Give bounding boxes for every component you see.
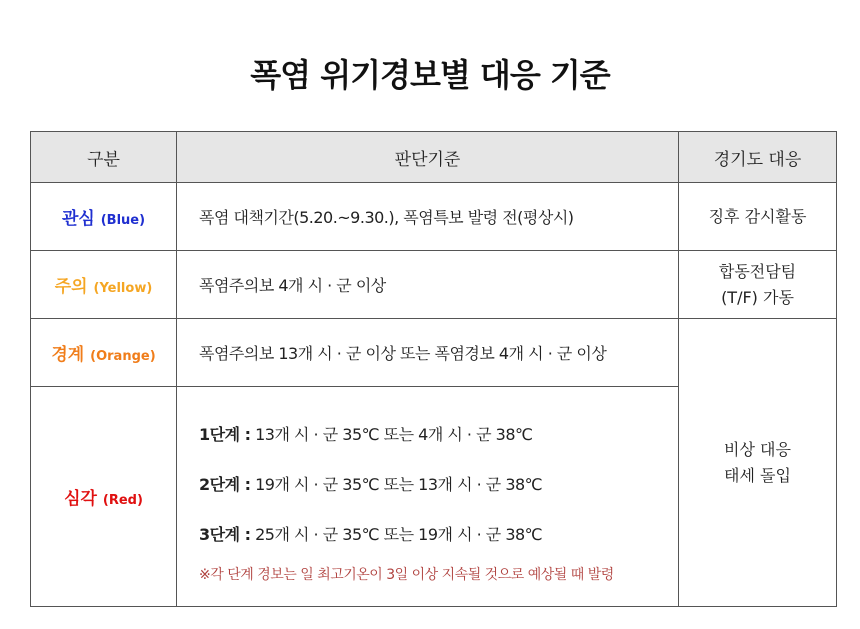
header-response: 경기도 대응 bbox=[679, 132, 837, 183]
level-english: (Orange) bbox=[90, 349, 156, 364]
header-category: 구분 bbox=[31, 132, 177, 183]
response-line: 합동전담팀 bbox=[718, 261, 797, 281]
level-english: (Blue) bbox=[100, 213, 146, 228]
header-criteria: 판단기준 bbox=[177, 132, 679, 183]
level-name: 관심 bbox=[61, 209, 95, 229]
table-row-yellow bbox=[31, 251, 837, 319]
criterion-cell: 폭염 대책기간(5.20.~9.30.), 폭염특보 발령 전(평상시) bbox=[177, 183, 679, 251]
stage-line: 2단계 : 19개 시 · 군 35℃ 또는 13개 시 · 군 38℃ bbox=[199, 474, 543, 494]
level-orange bbox=[31, 319, 177, 387]
level-name: 경계 bbox=[51, 345, 85, 365]
page-title: 폭염 위기경보별 대응 기준 bbox=[250, 56, 610, 94]
criterion-cell: 폭염주의보 13개 시 · 군 이상 또는 폭염경보 4개 시 · 군 이상 bbox=[177, 319, 679, 387]
level-name: 주의 bbox=[54, 277, 88, 297]
stage-line: 1단계 : 13개 시 · 군 35℃ 또는 4개 시 · 군 38℃ bbox=[199, 424, 533, 444]
level-yellow bbox=[31, 251, 177, 319]
level-english: (Yellow) bbox=[93, 281, 153, 296]
response-line: 비상 대응 bbox=[724, 439, 791, 459]
level-red bbox=[31, 387, 177, 607]
response-line: 태세 돌입 bbox=[724, 465, 791, 485]
footnote: ※각 단계 경보는 일 최고기온이 3일 이상 지속될 것으로 예상될 때 발령 bbox=[199, 566, 614, 583]
response-cell bbox=[679, 251, 837, 319]
table-row-blue bbox=[31, 183, 837, 251]
level-english: (Red) bbox=[102, 493, 143, 508]
level-blue bbox=[31, 183, 177, 251]
response-cell: 징후 감시활동 bbox=[679, 183, 837, 251]
level-name: 심각 bbox=[64, 489, 97, 509]
criterion-cell bbox=[177, 387, 679, 607]
table-row-orange bbox=[31, 319, 837, 387]
criteria-table bbox=[30, 131, 837, 607]
table-header-row bbox=[31, 132, 837, 183]
response-cell bbox=[679, 319, 837, 607]
response-line: (T/F) 가동 bbox=[721, 287, 794, 307]
criterion-cell: 폭염주의보 4개 시 · 군 이상 bbox=[177, 251, 679, 319]
stage-line: 3단계 : 25개 시 · 군 35℃ 또는 19개 시 · 군 38℃ bbox=[199, 524, 543, 544]
